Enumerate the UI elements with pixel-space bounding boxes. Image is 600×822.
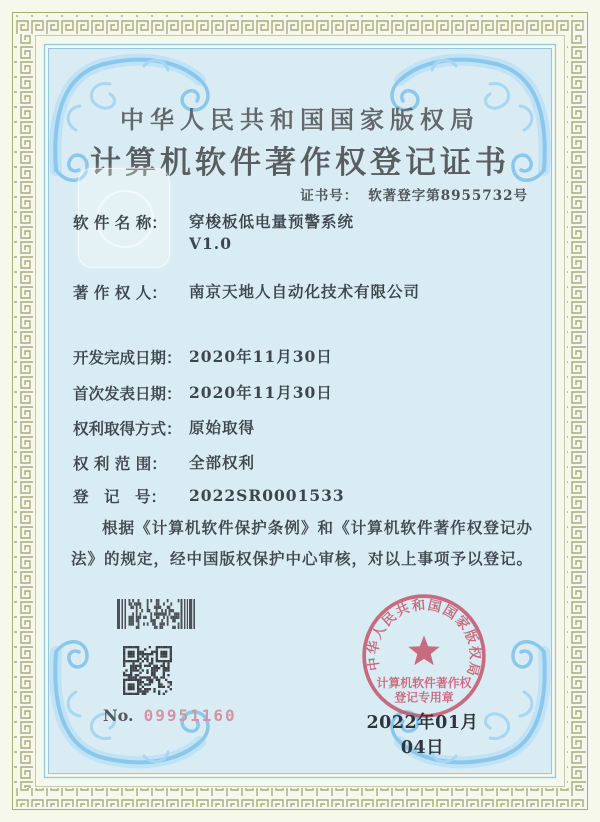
- seal-inner-line1: 计算机软件著作权: [376, 675, 472, 690]
- authority-name: 中华人民共和国国家版权局: [120, 105, 480, 134]
- registration-statement: 根据《计算机软件保护条例》和《计算机软件著作权登记办法》的规定，经中国版权保护中心审核，对以上事项予以登记。: [71, 518, 534, 568]
- field-value: 全部权利: [189, 453, 256, 472]
- field-value: 2020年11月30日: [189, 347, 333, 366]
- certificate-number-value: 软著登字第8955732号: [368, 188, 528, 204]
- field-rights-acquisition: [73, 417, 255, 439]
- qr-code-icon: [123, 646, 172, 695]
- field-registration-number: [73, 485, 345, 507]
- field-label: 权利取得方式：: [73, 419, 182, 438]
- field-label: 著 作 权 人：: [73, 283, 167, 302]
- serial-number-line: [103, 706, 237, 725]
- field-first-publish-date: [73, 382, 333, 404]
- certificate-title: 计算机软件著作权登记证书: [90, 145, 510, 181]
- qr-code: [123, 646, 172, 695]
- seal-star-icon: [408, 635, 439, 665]
- barcode-2d: [117, 599, 196, 629]
- field-label: 首次发表日期：: [73, 384, 182, 403]
- field-dev-complete-date: [73, 346, 333, 368]
- field-value: 2022SR0001533: [189, 486, 345, 505]
- field-label: 登 记 号：: [73, 487, 167, 506]
- field-value: 原始取得: [189, 418, 256, 437]
- certificate-number-label: 证书号：: [300, 188, 359, 204]
- software-version: V1.0: [189, 234, 232, 253]
- serial-prefix: No.: [103, 706, 134, 725]
- serial-number: 09951160: [143, 706, 237, 725]
- seal-inner-line2: 登记专用章: [394, 690, 454, 705]
- field-value: 南京天地人自动化技术有限公司: [189, 282, 421, 301]
- field-label: 开发完成日期：: [73, 348, 182, 367]
- field-value: 2020年11月30日: [189, 383, 333, 402]
- software-name: 穿梭板低电量预警系统: [189, 212, 355, 231]
- official-red-seal: [360, 592, 488, 720]
- field-label: 软 件 名 称：: [73, 213, 167, 232]
- seal-ring-text: 中华人民共和国国家版权局: [365, 597, 483, 679]
- field-copyright-owner: [73, 281, 420, 303]
- field-rights-scope: [73, 452, 255, 474]
- field-label: 权 利 范 围：: [73, 454, 167, 473]
- field-software-name: [73, 211, 354, 255]
- certificate-number-line: [300, 184, 528, 204]
- issue-date: 2022年01月04日: [366, 713, 479, 758]
- field-value: [189, 211, 354, 255]
- barcode-icon: [117, 599, 196, 629]
